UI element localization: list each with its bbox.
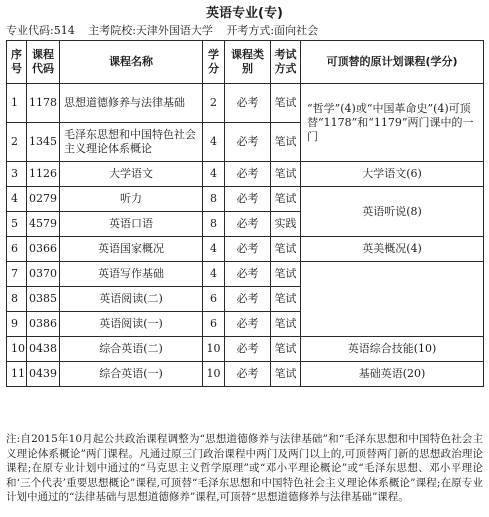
cell-seq: 11 [7, 362, 27, 387]
cell-seq: 6 [7, 237, 27, 262]
cell-type: 必考 [225, 287, 271, 312]
cell-replace: 英语综合技能(10) [301, 337, 484, 362]
page-title: 英语专业(专) [206, 6, 283, 21]
table-row [7, 162, 484, 187]
cell-name: 听力 [60, 187, 203, 212]
table-row [7, 262, 484, 287]
cell-seq: 7 [7, 262, 27, 287]
cell-name: 综合英语(一) [60, 362, 203, 387]
cell-type: 必考 [225, 84, 271, 123]
cell-replace: 英美概况(4) [301, 237, 484, 262]
cell-exam: 笔试 [271, 237, 301, 262]
header-name: 课程名称 [60, 41, 203, 84]
table-header-row [7, 41, 484, 84]
cell-name: 综合英语(二) [60, 337, 203, 362]
header-replace: 可顶替的原计划课程(学分) [301, 41, 484, 84]
cell-exam: 笔试 [271, 337, 301, 362]
cell-credit: 8 [203, 187, 225, 212]
cell-exam: 笔试 [271, 84, 301, 123]
cell-code: 0366 [27, 237, 60, 262]
cell-type: 必考 [225, 123, 271, 162]
cell-exam: 笔试 [271, 123, 301, 162]
header-exam: 考试方式 [271, 41, 301, 84]
header-seq: 序号 [7, 41, 27, 84]
cell-seq: 9 [7, 312, 27, 337]
cell-type: 必考 [225, 212, 271, 237]
cell-type: 必考 [225, 237, 271, 262]
cell-exam: 笔试 [271, 312, 301, 337]
header-code: 课程代码 [27, 41, 60, 84]
footnote: 注:自2015年10月起公共政治课程调整为“思想道德修养与法律基础”和“毛泽东思想和中国特色社会主义理论体系概论”两门课程。凡通过原三门政治课程中两门及两门以上的,可顶替两门新的思想政治理论课程;在原专业计划中通过的“马克思主义哲学原理”或“邓小平理论概论”或“毛泽东思想、邓小平理论和‘三个代表’重要思想概论”课程,可顶替“毛泽东思想和中国特色社会主义理论体系概论”课程;在原专业计划中通过的“法律基础与思想道德修养”课程,可顶替“思想道德修养与法律基础”课程。 [6, 433, 483, 503]
cell-name: 大学语文 [60, 162, 203, 187]
cell-type: 必考 [225, 262, 271, 287]
cell-code: 4579 [27, 212, 60, 237]
cell-type: 必考 [225, 337, 271, 362]
exam-mode: 开考方式:面向社会 [226, 24, 319, 37]
major-meta [6, 22, 328, 38]
cell-credit: 4 [203, 237, 225, 262]
cell-code: 0386 [27, 312, 60, 337]
cell-code: 0279 [27, 187, 60, 212]
cell-name: 思想道德修养与法律基础 [60, 84, 203, 123]
cell-type: 必考 [225, 162, 271, 187]
cell-credit: 4 [203, 262, 225, 287]
cell-exam: 实践 [271, 212, 301, 237]
cell-credit: 10 [203, 362, 225, 387]
exam-school: 主考院校:天津外国语大学 [88, 24, 213, 37]
cell-name: 英语口语 [60, 212, 203, 237]
table-row [7, 237, 484, 262]
cell-replace: 英语听说(8) [301, 187, 484, 237]
cell-seq: 4 [7, 187, 27, 212]
cell-type: 必考 [225, 312, 271, 337]
table-row [7, 187, 484, 212]
cell-exam: 笔试 [271, 262, 301, 287]
cell-name: 英语阅读(二) [60, 287, 203, 312]
cell-name: 英语写作基础 [60, 262, 203, 287]
cell-credit: 10 [203, 337, 225, 362]
cell-replace: 大学语文(6) [301, 162, 484, 187]
cell-name: 英语阅读(一) [60, 312, 203, 337]
major-code: 专业代码:514 [6, 24, 75, 37]
cell-seq: 10 [7, 337, 27, 362]
cell-seq: 3 [7, 162, 27, 187]
cell-seq: 8 [7, 287, 27, 312]
table-row [7, 337, 484, 362]
cell-exam: 笔试 [271, 362, 301, 387]
cell-code: 0438 [27, 337, 60, 362]
cell-credit: 4 [203, 162, 225, 187]
cell-exam: 笔试 [271, 287, 301, 312]
cell-credit: 6 [203, 287, 225, 312]
cell-seq: 1 [7, 84, 27, 123]
cell-name: 英语国家概况 [60, 237, 203, 262]
cell-replace: 基础英语(20) [301, 362, 484, 387]
header-credit: 学分 [203, 41, 225, 84]
cell-credit: 8 [203, 212, 225, 237]
cell-code: 0370 [27, 262, 60, 287]
cell-exam: 笔试 [271, 187, 301, 212]
cell-code: 0385 [27, 287, 60, 312]
table-row [7, 84, 484, 123]
cell-seq: 5 [7, 212, 27, 237]
cell-seq: 2 [7, 123, 27, 162]
cell-type: 必考 [225, 187, 271, 212]
course-table [6, 40, 484, 387]
cell-credit: 4 [203, 123, 225, 162]
cell-replace-empty [301, 262, 484, 337]
cell-code: 0439 [27, 362, 60, 387]
cell-credit: 2 [203, 84, 225, 123]
cell-code: 1345 [27, 123, 60, 162]
table-row [7, 362, 484, 387]
cell-name: 毛泽东思想和中国特色社会主义理论体系概论 [60, 123, 203, 162]
cell-type: 必考 [225, 362, 271, 387]
cell-code: 1126 [27, 162, 60, 187]
cell-replace: “哲学”(4)或“中国革命史”(4)可顶替“1178”和“1179”两门课中的一门 [301, 84, 484, 162]
cell-exam: 笔试 [271, 162, 301, 187]
cell-code: 1178 [27, 84, 60, 123]
cell-credit: 6 [203, 312, 225, 337]
header-type: 课程类别 [225, 41, 271, 84]
